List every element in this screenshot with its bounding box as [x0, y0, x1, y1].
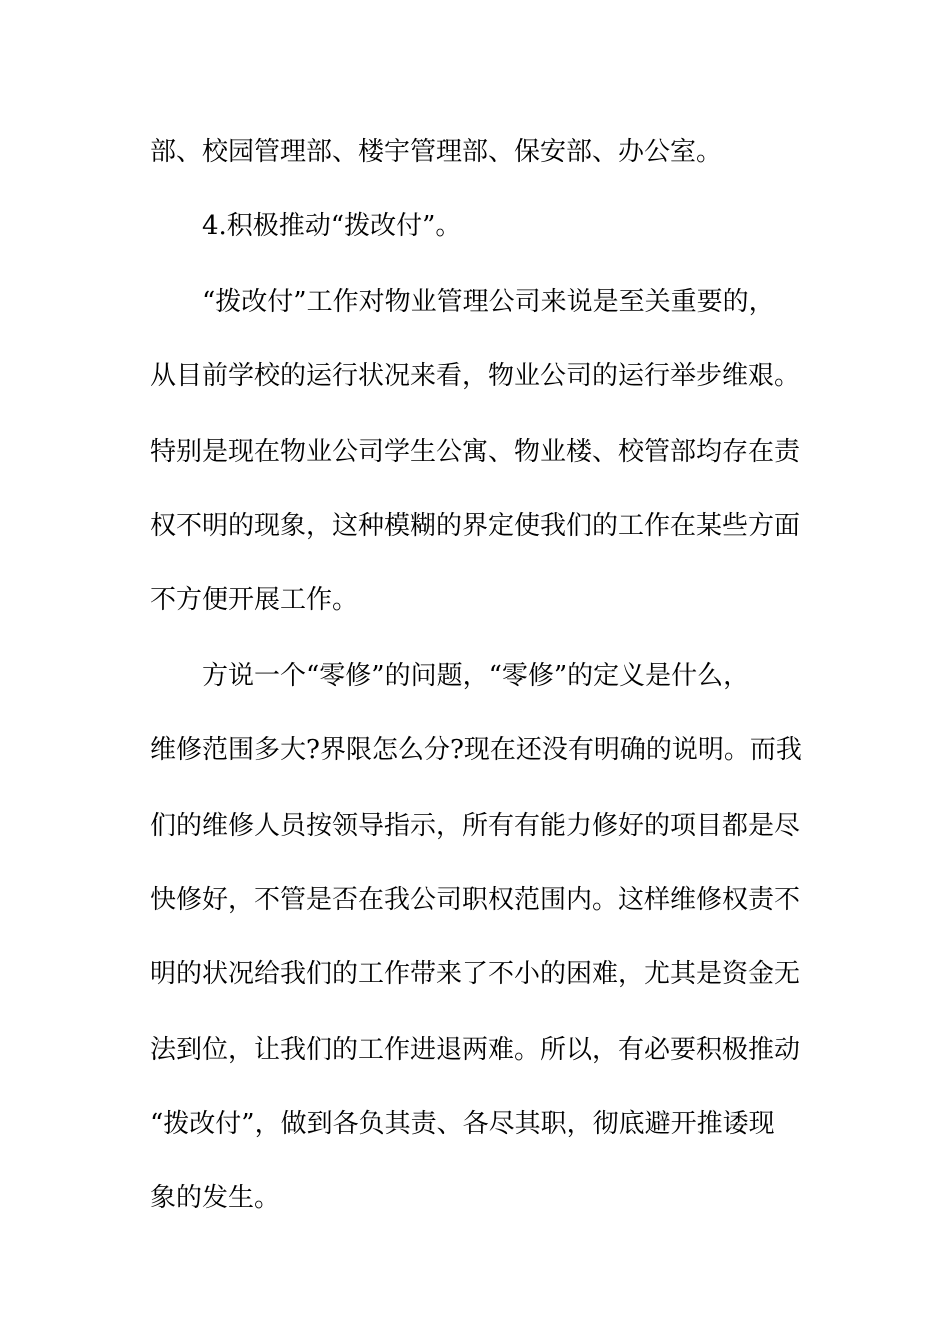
paragraph-3-line-7: “拨改付”，做到各负其责、各尽其职，彻底避开推诿现: [150, 1109, 775, 1139]
paragraph-3-line-8: 象的发生。: [150, 1183, 281, 1213]
paragraph-3-line-5: 明的状况给我们的工作带来了不小的困难，尤其是资金无: [150, 959, 801, 989]
paragraph-2-line-1: “拨改付”工作对物业管理公司来说是至关重要的，: [202, 287, 775, 317]
paragraph-2-line-3: 特别是现在物业公司学生公寓、物业楼、校管部均存在责: [150, 437, 801, 467]
section-heading: 4.积极推动“拨改付”。: [202, 211, 462, 241]
paragraph-2-line-2: 从目前学校的运行状况来看，物业公司的运行举步维艰。: [150, 361, 801, 391]
paragraph-3-line-1: 方说一个“零修”的问题，“零修”的定义是什么，: [202, 661, 750, 691]
paragraph-2-line-4: 权不明的现象，这种模糊的界定使我们的工作在某些方面: [150, 511, 801, 541]
paragraph-2-line-5: 不方便开展工作。: [150, 585, 359, 615]
paragraph-3-line-6: 法到位，让我们的工作进退两难。所以，有必要积极推动: [150, 1035, 801, 1065]
paragraph-1-line-1: 部、校园管理部、楼宇管理部、保安部、办公室。: [150, 137, 723, 167]
paragraph-3-line-3: 们的维修人员按领导指示，所有有能力修好的项目都是尽: [150, 811, 801, 841]
paragraph-3-line-2: 维修范围多大?界限怎么分?现在还没有明确的说明。而我: [150, 735, 802, 765]
paragraph-3-line-4: 快修好，不管是否在我公司职权范围内。这样维修权责不: [150, 885, 801, 915]
